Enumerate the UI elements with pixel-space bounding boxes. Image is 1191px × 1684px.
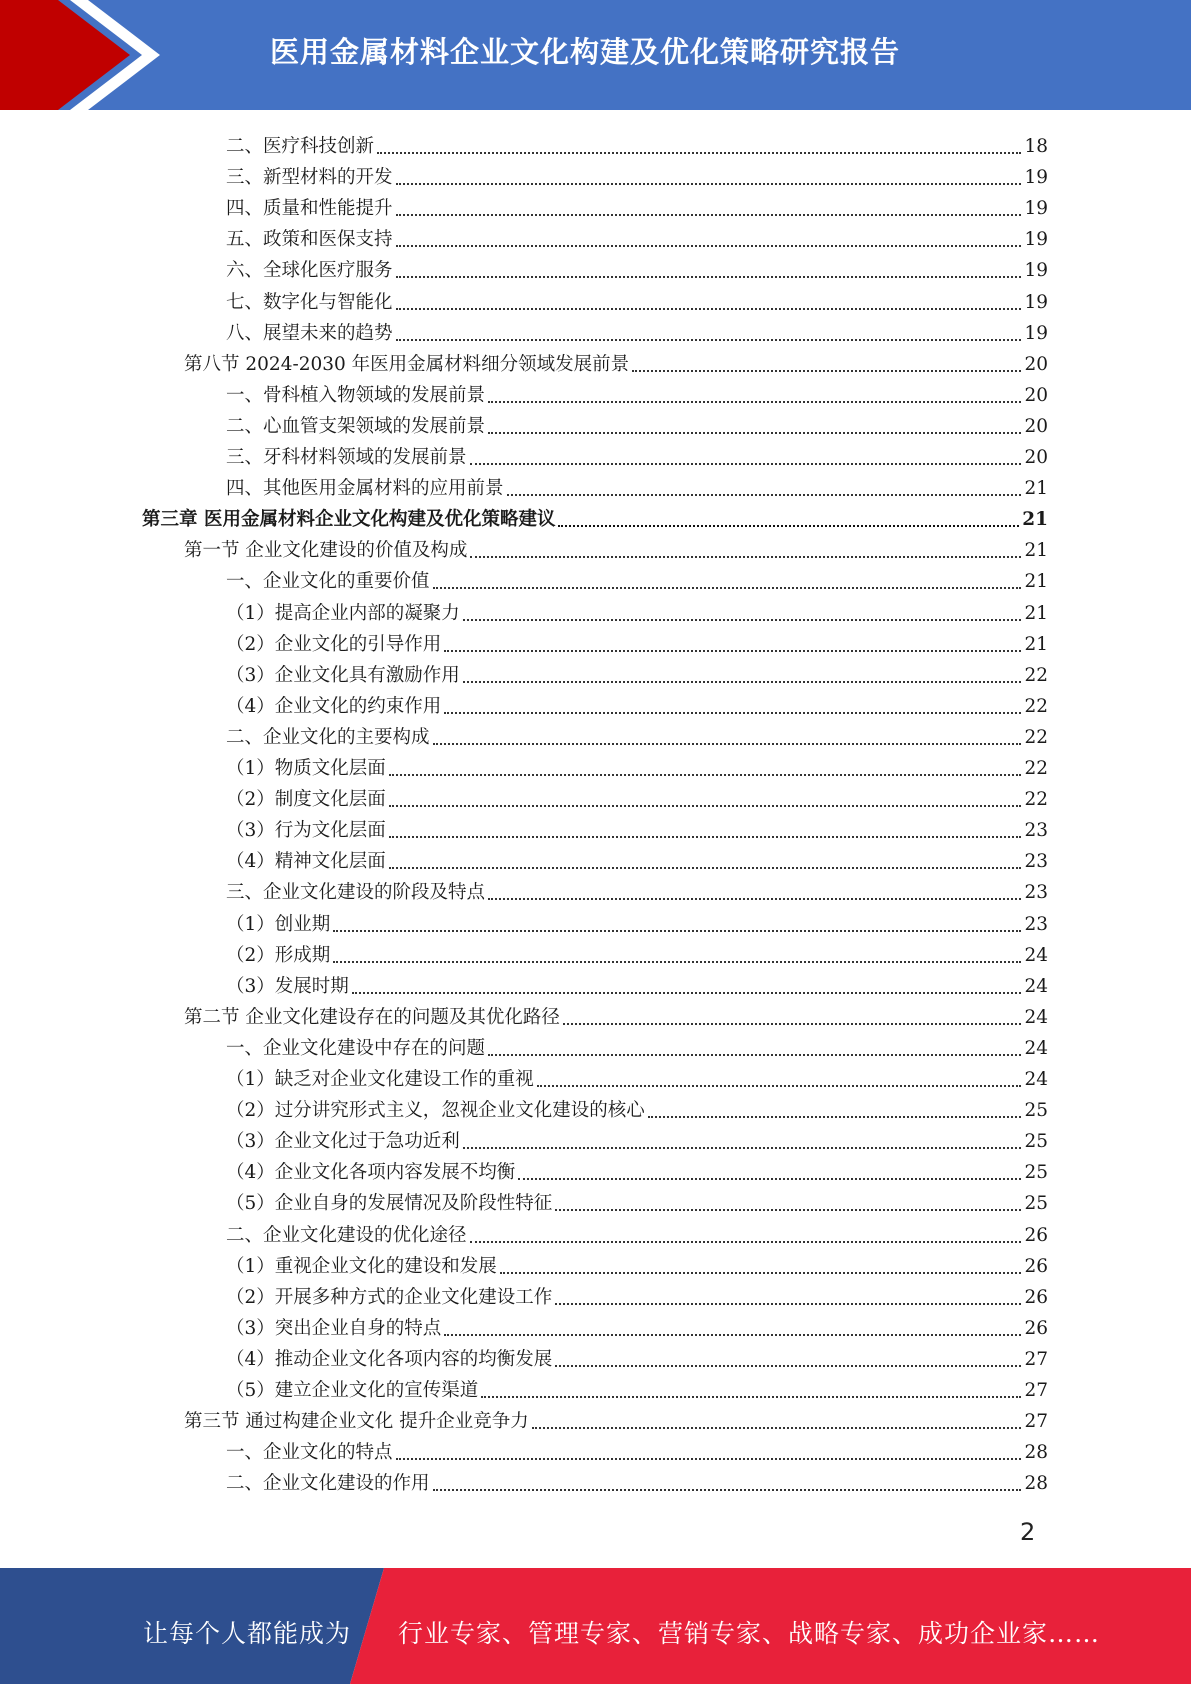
report-title: 医用金属材料企业文化构建及优化策略研究报告 [270, 35, 901, 69]
toc-entry-title: 第三节 通过构建企业文化 提升企业竞争力 [184, 1411, 529, 1433]
toc-entry-page: 27 [1024, 1348, 1048, 1370]
toc-entry-title: 二、心血管支架领域的发展前景 [226, 415, 486, 437]
toc-entry-page: 20 [1024, 415, 1048, 437]
toc-entry[interactable] [226, 1433, 1048, 1464]
toc-entry-title: （2）开展多种方式的企业文化建设工作 [226, 1286, 553, 1308]
toc-dot-leader [396, 245, 1022, 247]
toc-entry-title: 二、企业文化的主要构成 [226, 726, 430, 748]
toc-entry[interactable] [226, 656, 1048, 687]
toc-entry[interactable] [226, 687, 1048, 718]
toc-entry[interactable] [226, 158, 1048, 189]
toc-entry-title: 一、企业文化的重要价值 [226, 571, 430, 593]
toc-entry-page: 25 [1024, 1162, 1048, 1184]
toc-entry-page: 23 [1024, 913, 1048, 935]
toc-entry-page: 27 [1024, 1411, 1048, 1433]
toc-dot-leader [333, 930, 1021, 932]
header-arrow-decoration [0, 0, 160, 110]
toc-entry[interactable] [226, 780, 1048, 811]
toc-entry[interactable] [226, 594, 1048, 625]
toc-entry-page: 20 [1024, 353, 1048, 375]
toc-entry[interactable] [226, 283, 1048, 314]
toc-entry-title: （3）行为文化层面 [226, 820, 386, 842]
toc-entry-title: （1）物质文化层面 [226, 758, 386, 779]
toc-entry-title: 六、全球化医疗服务 [226, 260, 393, 282]
toc-entry-page: 24 [1024, 975, 1048, 997]
toc-entry-page: 22 [1024, 726, 1048, 748]
toc-entry-title: 四、其他医用金属材料的应用前景 [226, 478, 504, 500]
toc-entry[interactable] [226, 407, 1048, 438]
toc-dot-leader [396, 339, 1022, 341]
toc-entry-page: 28 [1024, 1442, 1048, 1464]
toc-entry[interactable] [226, 1153, 1048, 1184]
toc-entry-title: 三、新型材料的开发 [226, 167, 393, 189]
toc-dot-leader [555, 1365, 1021, 1367]
toc-entry-page: 22 [1024, 695, 1048, 717]
toc-entry-page: 22 [1024, 664, 1048, 686]
toc-entry-page: 23 [1024, 851, 1048, 873]
toc-dot-leader [481, 1396, 1021, 1398]
toc-entry-page: 25 [1024, 1193, 1048, 1215]
toc-dot-leader [377, 152, 1021, 154]
toc-dot-leader [555, 1209, 1021, 1211]
toc-entry-title: （5）企业自身的发展情况及阶段性特征 [226, 1193, 553, 1215]
toc-entry-page: 19 [1024, 229, 1048, 251]
toc-entry-page: 24 [1024, 1069, 1048, 1090]
toc-entry-title: 八、展望未来的趋势 [226, 322, 393, 344]
toc-dot-leader [488, 401, 1021, 403]
toc-dot-leader [470, 463, 1022, 465]
footer-slogan-left: 让每个人都能成为 [143, 1619, 352, 1648]
toc-entry-title: 第二节 企业文化建设存在的问题及其优化路径 [184, 1006, 560, 1028]
toc-entry[interactable] [226, 1216, 1048, 1247]
toc-entry-title: （2）过分讲究形式主义，忽视企业文化建设的核心 [226, 1100, 645, 1122]
toc-entry-page: 26 [1024, 1317, 1048, 1339]
toc-entry[interactable] [226, 562, 1048, 593]
toc-entry[interactable] [226, 936, 1048, 967]
toc-entry-title: 二、医疗科技创新 [226, 136, 375, 157]
toc-entry-page: 19 [1024, 291, 1048, 313]
toc-entry[interactable] [226, 1278, 1048, 1309]
toc-dot-leader [518, 1178, 1021, 1180]
toc-entry-title: （4）企业文化的约束作用 [226, 695, 442, 717]
toc-dot-leader [470, 1241, 1022, 1243]
toc-entry-page: 21 [1024, 633, 1048, 655]
toc-entry-title: （3）企业文化具有激励作用 [226, 664, 460, 686]
toc-entry-page: 21 [1022, 509, 1048, 531]
toc-dot-leader [444, 650, 1021, 652]
toc-entry-title: 二、企业文化建设的作用 [226, 1473, 430, 1495]
toc-entry-page: 21 [1024, 540, 1048, 562]
toc-entry-page: 20 [1024, 447, 1048, 468]
toc-entry-title: 二、企业文化建设的优化途径 [226, 1224, 467, 1246]
toc-entry[interactable] [142, 500, 1048, 531]
toc-dot-leader [507, 494, 1022, 496]
page-number: 2 [1020, 1518, 1036, 1546]
toc-entry-title: 三、牙科材料领域的发展前景 [226, 447, 467, 468]
toc-entry[interactable] [184, 998, 1048, 1029]
toc-dot-leader [396, 308, 1022, 310]
toc-entry[interactable] [226, 1247, 1048, 1278]
toc-entry-page: 26 [1024, 1286, 1048, 1308]
toc-entry[interactable] [226, 873, 1048, 904]
toc-dot-leader [470, 556, 1021, 558]
toc-dot-leader [389, 805, 1022, 807]
toc-entry-title: 七、数字化与智能化 [226, 291, 393, 313]
toc-entry[interactable] [226, 1060, 1048, 1091]
toc-entry-title: 五、政策和医保支持 [226, 229, 393, 251]
toc-entry-page: 19 [1024, 167, 1048, 189]
toc-entry-page: 18 [1024, 136, 1048, 157]
toc-entry-page: 28 [1024, 1473, 1048, 1495]
toc-entry[interactable] [226, 251, 1048, 282]
page-footer [0, 1568, 1191, 1684]
toc-entry-title: 三、企业文化建设的阶段及特点 [226, 882, 486, 904]
toc-entry[interactable] [226, 625, 1048, 656]
toc-entry[interactable] [226, 220, 1048, 251]
toc-dot-leader [558, 525, 1019, 527]
toc-dot-leader [463, 681, 1022, 683]
toc-entry-title: （2）制度文化层面 [226, 789, 386, 811]
toc-entry-page: 21 [1024, 602, 1048, 624]
toc-entry[interactable] [226, 749, 1048, 780]
toc-entry-page: 24 [1024, 1037, 1048, 1059]
toc-entry[interactable] [226, 376, 1048, 407]
toc-entry-page: 21 [1024, 571, 1048, 593]
toc-dot-leader [389, 836, 1022, 838]
toc-entry-title: （4）推动企业文化各项内容的均衡发展 [226, 1348, 553, 1370]
toc-entry-title: （4）精神文化层面 [226, 851, 386, 873]
toc-dot-leader [488, 432, 1021, 434]
toc-entry[interactable] [226, 718, 1048, 749]
toc-entry[interactable] [226, 189, 1048, 220]
toc-entry-title: （2）形成期 [226, 944, 331, 966]
toc-entry-page: 26 [1024, 1224, 1048, 1246]
toc-entry-page: 24 [1024, 1006, 1048, 1028]
toc-entry-page: 19 [1024, 260, 1048, 282]
toc-entry-page: 19 [1024, 322, 1048, 344]
toc-entry[interactable] [226, 1371, 1048, 1402]
toc-entry-title: （1）缺乏对企业文化建设工作的重视 [226, 1069, 534, 1090]
toc-dot-leader [396, 183, 1022, 185]
toc-entry-page: 27 [1024, 1380, 1048, 1401]
toc-entry[interactable] [226, 842, 1048, 873]
toc-dot-leader [433, 743, 1022, 745]
toc-dot-leader [396, 1458, 1022, 1460]
toc-entry-title: 第三章 医用金属材料企业文化构建及优化策略建议 [142, 509, 556, 531]
toc-entry-title: （1）重视企业文化的建设和发展 [226, 1255, 497, 1277]
toc-entry-title: 一、企业文化建设中存在的问题 [226, 1037, 486, 1059]
footer-slogan-right: 行业专家、管理专家、营销专家、战略专家、成功企业家…… [398, 1619, 1101, 1648]
toc-entry-title: 四、质量和性能提升 [226, 198, 393, 220]
toc-entry-page: 25 [1024, 1100, 1048, 1122]
toc-entry[interactable] [226, 905, 1048, 936]
toc-dot-leader [463, 619, 1022, 621]
toc-dot-leader [333, 961, 1021, 963]
toc-entry-title: （4）企业文化各项内容发展不均衡 [226, 1162, 516, 1184]
toc-entry-title: 第一节 企业文化建设的价值及构成 [184, 540, 468, 562]
toc-entry-page: 26 [1024, 1255, 1048, 1277]
page-header [0, 0, 1191, 110]
toc-entry[interactable] [226, 314, 1048, 345]
toc-dot-leader [632, 370, 1021, 372]
toc-entry[interactable] [226, 1309, 1048, 1340]
toc-entry-title: （2）企业文化的引导作用 [226, 633, 442, 655]
toc-entry[interactable] [226, 1464, 1048, 1495]
toc-entry[interactable] [226, 1340, 1048, 1371]
toc-entry-page: 23 [1024, 820, 1048, 842]
toc-entry-page: 23 [1024, 882, 1048, 904]
toc-entry[interactable] [226, 1029, 1048, 1060]
toc-entry-title: 第八节 2024-2030 年医用金属材料细分领域发展前景 [184, 353, 630, 375]
toc-entry-page: 22 [1024, 758, 1048, 779]
toc-entry[interactable] [226, 967, 1048, 998]
toc-entry[interactable] [184, 345, 1048, 376]
toc-entry-page: 24 [1024, 944, 1048, 966]
toc-dot-leader [444, 1334, 1021, 1336]
toc-dot-leader [488, 1054, 1021, 1056]
toc-entry[interactable] [184, 1402, 1048, 1433]
toc-dot-leader [389, 867, 1022, 869]
toc-dot-leader [500, 1272, 1022, 1274]
toc-entry-title: （3）发展时期 [226, 975, 349, 997]
toc-dot-leader [563, 1023, 1022, 1025]
toc-entry-page: 25 [1024, 1131, 1048, 1153]
toc-dot-leader [532, 1427, 1022, 1429]
toc-entry-title: 一、企业文化的特点 [226, 1442, 393, 1464]
toc-entry[interactable] [226, 469, 1048, 500]
toc-dot-leader [488, 898, 1021, 900]
toc-entry[interactable] [226, 1184, 1048, 1215]
toc-entry-page: 20 [1024, 384, 1048, 406]
toc-entry[interactable] [226, 1091, 1048, 1122]
toc-dot-leader [537, 1085, 1022, 1087]
toc-entry-page: 22 [1024, 789, 1048, 811]
toc-entry[interactable] [184, 531, 1048, 562]
toc-entry[interactable] [226, 438, 1048, 469]
toc-dot-leader [389, 774, 1022, 776]
toc-dot-leader [433, 587, 1022, 589]
toc-entry[interactable] [226, 1122, 1048, 1153]
toc-entry-title: （1）提高企业内部的凝聚力 [226, 602, 460, 624]
toc-entry-title: 一、骨科植入物领域的发展前景 [226, 384, 486, 406]
toc-dot-leader [396, 214, 1022, 216]
toc-dot-leader [352, 992, 1022, 994]
toc-entry-title: （1）创业期 [226, 913, 331, 935]
toc-entry-title: （3）突出企业自身的特点 [226, 1317, 442, 1339]
toc-dot-leader [444, 712, 1021, 714]
toc-entry-page: 21 [1024, 478, 1048, 500]
toc-dot-leader [555, 1303, 1021, 1305]
toc-entry-title: （5）建立企业文化的宣传渠道 [226, 1380, 479, 1401]
toc-dot-leader [648, 1116, 1022, 1118]
toc-dot-leader [463, 1147, 1022, 1149]
toc-dot-leader [433, 1489, 1022, 1491]
toc-entry-title: （3）企业文化过于急功近利 [226, 1131, 460, 1153]
toc-dot-leader [396, 276, 1022, 278]
toc-entry-page: 19 [1024, 198, 1048, 220]
toc-entry[interactable] [226, 127, 1048, 158]
toc-entry[interactable] [226, 811, 1048, 842]
